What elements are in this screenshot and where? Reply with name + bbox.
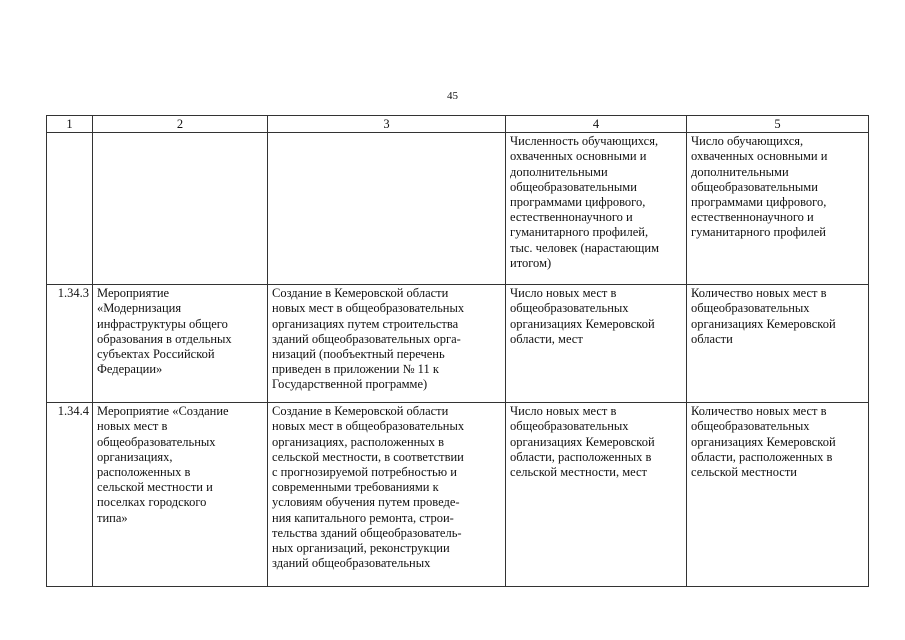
cell-text-line: организациях Кемеровской (510, 434, 655, 449)
indicator-cell (506, 133, 687, 285)
cell-text-line: Мероприятие (97, 286, 170, 301)
cell-text-line: образования в отдельных (97, 331, 232, 346)
page-number: 45 (447, 90, 458, 102)
cell-text-line: организациях, (97, 449, 173, 464)
result-cell (687, 403, 869, 587)
cell-text-line: сельской местности и (97, 480, 213, 495)
cell-text-line: субъектах Российской (97, 347, 215, 362)
cell-text-line: 1.34.4 (57, 404, 89, 419)
cell-text-line: тыс. человек (нарастающим (510, 240, 660, 255)
cell-text-line: общеобразовательных (691, 419, 810, 434)
header-col-3: 3 (268, 116, 506, 133)
cell-text-line: итогом) (510, 255, 552, 270)
header-col-4: 4 (506, 116, 687, 133)
cell-text-line: Численность обучающихся, (510, 134, 659, 149)
cell-text-line: типа» (97, 510, 128, 525)
cell-text-line: организациях путем строительства (272, 316, 459, 331)
indicator-cell (506, 403, 687, 587)
cell-text-line: охваченных основными и (510, 149, 647, 164)
cell-text-line: новых мест в общеобразовательных (272, 419, 465, 434)
cell-text-line: дополнительными (510, 164, 608, 179)
cell-text-line: организациях, расположенных в (272, 434, 445, 449)
result-cell (687, 285, 869, 403)
cell-text-line: области, мест (510, 331, 583, 346)
event-cell (93, 403, 268, 587)
cell-text-line: организациях Кемеровской (691, 434, 836, 449)
cell-text-line: «Модернизация (97, 301, 182, 316)
program-table (46, 115, 869, 587)
table-row (47, 285, 869, 403)
cell-text-line: новых мест в (97, 419, 168, 434)
cell-text-line: общеобразовательными (510, 179, 637, 194)
cell-text-line: Создание в Кемеровской области (272, 404, 449, 419)
table-row (47, 133, 869, 285)
cell-text-line: инфраструктуры общего (97, 316, 228, 331)
cell-text-line: 1.34.3 (57, 286, 89, 301)
cell-text-line: приведен в приложении № 11 к (272, 362, 439, 377)
cell-text-line: дополнительными (691, 164, 789, 179)
cell-text-line: общеобразовательных (97, 434, 216, 449)
cell-text-line: сельской местности, мест (510, 465, 647, 480)
cell-text-line: поселках городского (97, 495, 207, 510)
cell-text-line: ния капитального ремонта, строи- (272, 510, 454, 525)
cell-text-line: условиям обучения путем проведе- (272, 495, 460, 510)
cell-text-line: общеобразовательных (510, 301, 629, 316)
result-cell (687, 133, 869, 285)
description-cell (268, 403, 506, 587)
cell-text-line: сельской местности, в соответствии (272, 449, 464, 464)
description-cell (268, 133, 506, 285)
cell-text-line: общеобразовательных (510, 419, 629, 434)
row-number-cell (47, 285, 93, 403)
cell-text-line: с прогнозируемой потребностью и (272, 465, 457, 480)
cell-text-line: области, расположенных в (510, 449, 652, 464)
cell-text-line: низаций (пообъектный перечень (272, 347, 445, 362)
cell-text-line: Число обучающихся, (691, 134, 804, 149)
cell-text-line: Число новых мест в (510, 404, 617, 419)
cell-text-line: Государственной программе) (272, 377, 428, 392)
header-col-2: 2 (93, 116, 268, 133)
cell-text-line: охваченных основными и (691, 149, 828, 164)
cell-text-line: гуманитарного профилей, (510, 225, 649, 240)
cell-text-line: гуманитарного профилей (691, 225, 826, 240)
cell-text-line: организациях Кемеровской (691, 316, 836, 331)
cell-text-line: естественнонаучного и (510, 210, 633, 225)
cell-text-line: области (691, 331, 733, 346)
event-cell (93, 133, 268, 285)
description-cell (268, 285, 506, 403)
cell-text-line: Количество новых мест в (691, 286, 827, 301)
cell-text-line: расположенных в (97, 465, 191, 480)
cell-text-line: современными требованиями к (272, 480, 439, 495)
cell-text-line: Число новых мест в (510, 286, 617, 301)
cell-text-line: тельства зданий общеобразователь- (272, 525, 462, 540)
cell-text-line: программами цифрового, (691, 195, 827, 210)
header-col-5: 5 (687, 116, 869, 133)
cell-text-line: зданий общеобразовательных орга- (272, 331, 461, 346)
cell-text-line: Мероприятие «Создание (97, 404, 229, 419)
cell-text-line: Количество новых мест в (691, 404, 827, 419)
table-row (47, 403, 869, 587)
cell-text-line: общеобразовательными (691, 179, 818, 194)
cell-text-line: области, расположенных в (691, 449, 833, 464)
header-row (47, 116, 869, 133)
cell-text-line: сельской местности (691, 465, 797, 480)
indicator-cell (506, 285, 687, 403)
cell-text-line: естественнонаучного и (691, 210, 814, 225)
cell-text-line: организациях Кемеровской (510, 316, 655, 331)
cell-text-line: новых мест в общеобразовательных (272, 301, 465, 316)
cell-text-line: зданий общеобразовательных (272, 556, 431, 571)
cell-text-line: общеобразовательных (691, 301, 810, 316)
cell-text-line: Федерации» (97, 362, 163, 377)
cell-text-line: Создание в Кемеровской области (272, 286, 449, 301)
header-col-1: 1 (47, 116, 93, 133)
event-cell (93, 285, 268, 403)
row-number-cell (47, 133, 93, 285)
cell-text-line: программами цифрового, (510, 195, 646, 210)
row-number-cell (47, 403, 93, 587)
cell-text-line: ных организаций, реконструкции (272, 541, 450, 556)
